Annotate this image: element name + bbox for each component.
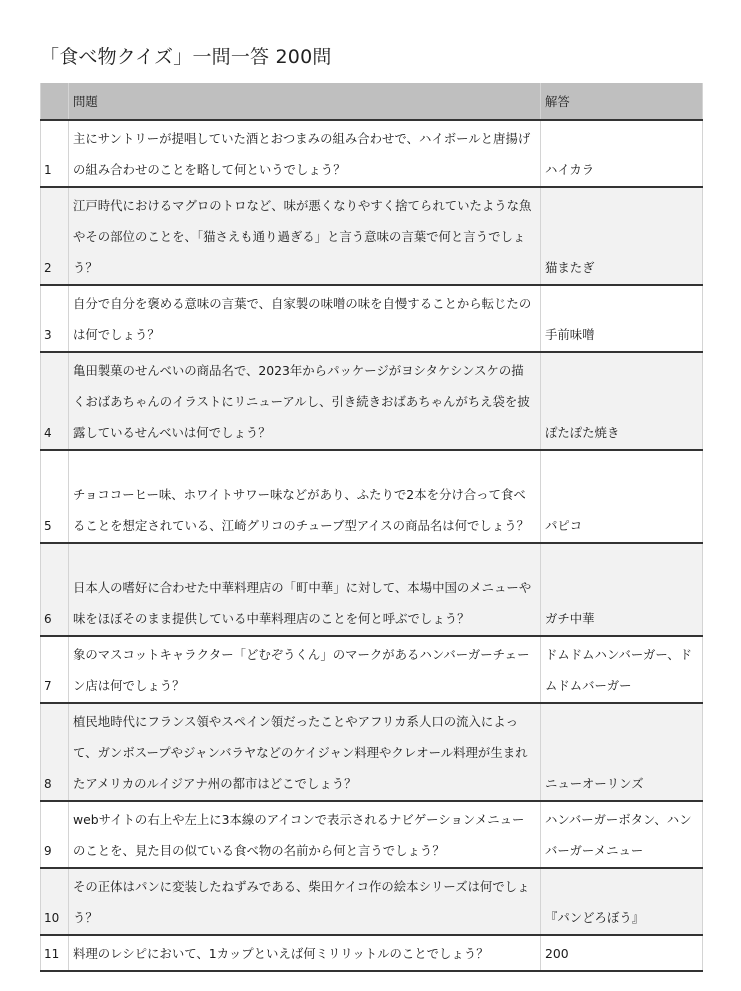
question-cell: 料理のレシピにおいて、1カップといえば何ミリリットルのことでしょう？ (69, 935, 541, 971)
table-row (41, 801, 703, 868)
table-row (41, 187, 703, 285)
row-number: 5 (41, 450, 69, 543)
row-number: 8 (41, 703, 69, 801)
column-header-number (41, 83, 69, 120)
row-number: 11 (41, 935, 69, 971)
row-number: 9 (41, 801, 69, 868)
table-row (41, 450, 703, 543)
question-cell: 亀田製菓のせんべいの商品名で、2023年からパッケージがヨシタケシンスケの描くおばあちゃんのイラストにリニューアルし、引き続きおばあちゃんがちえ袋を披露しているせんべいは何でしょう？ (69, 352, 541, 450)
answer-cell: パピコ (541, 450, 703, 543)
question-cell: 日本人の嗜好に合わせた中華料理店の「町中華」に対して、本場中国のメニューや味をほぼそのまま提供している中華料理店のことを何と呼ぶでしょう？ (69, 543, 541, 636)
answer-cell: ハイカラ (541, 120, 703, 187)
question-cell: 象のマスコットキャラクター「どむぞうくん」のマークがあるハンバーガーチェーン店は何でしょう？ (69, 636, 541, 703)
page-title: 「食べ物クイズ」一問一答 200問 (40, 46, 332, 68)
question-cell: webサイトの右上や左上に3本線のアイコンで表示されるナビゲーションメニューのことを、見た目の似ている食べ物の名前から何と言うでしょう？ (69, 801, 541, 868)
answer-cell: 『パンどろぼう』 (541, 868, 703, 935)
table-row (41, 935, 703, 971)
row-number: 7 (41, 636, 69, 703)
answer-cell: ドムドムハンバーガー、ドムドムバーガー (541, 636, 703, 703)
row-number: 10 (41, 868, 69, 935)
table-row (41, 703, 703, 801)
answer-cell: 手前味噌 (541, 285, 703, 352)
table-header-row (41, 83, 703, 120)
question-cell: 江戸時代におけるマグロのトロなど、味が悪くなりやすく捨てられていたような魚やその部位のことを、「猫さえも通り過ぎる」と言う意味の言葉で何と言うでしょう？ (69, 187, 541, 285)
table-row (41, 868, 703, 935)
column-header-answer: 解答 (541, 83, 703, 120)
question-cell: その正体はパンに変装したねずみである、柴田ケイコ作の絵本シリーズは何でしょう？ (69, 868, 541, 935)
column-header-question: 問題 (69, 83, 541, 120)
question-cell: 植民地時代にフランス領やスペイン領だったことやアフリカ系人口の流入によって、ガンボスープやジャンバラヤなどのケイジャン料理やクレオール料理が生まれたアメリカのルイジアナ州の都市はどこでしょう？ (69, 703, 541, 801)
question-cell: チョココーヒー味、ホワイトサワー味などがあり、ふたりで2本を分け合って食べることを想定されている、江崎グリコのチューブ型アイスの商品名は何でしょう？ (69, 450, 541, 543)
table-row (41, 543, 703, 636)
question-cell: 主にサントリーが提唱していた酒とおつまみの組み合わせで、ハイボールと唐揚げの組み合わせのことを略して何というでしょう？ (69, 120, 541, 187)
quiz-table (40, 83, 703, 972)
row-number: 6 (41, 543, 69, 636)
table-row (41, 636, 703, 703)
answer-cell: ハンバーガーボタン、ハンバーガーメニュー (541, 801, 703, 868)
answer-cell: 猫またぎ (541, 187, 703, 285)
answer-cell: ぽたぽた焼き (541, 352, 703, 450)
row-number: 4 (41, 352, 69, 450)
answer-cell: ガチ中華 (541, 543, 703, 636)
row-number: 2 (41, 187, 69, 285)
table-row (41, 352, 703, 450)
answer-cell: 200 (541, 935, 703, 971)
question-cell: 自分で自分を褒める意味の言葉で、自家製の味噌の味を自慢することから転じたのは何でしょう？ (69, 285, 541, 352)
row-number: 3 (41, 285, 69, 352)
table-row (41, 285, 703, 352)
row-number: 1 (41, 120, 69, 187)
table-row (41, 120, 703, 187)
answer-cell: ニューオーリンズ (541, 703, 703, 801)
